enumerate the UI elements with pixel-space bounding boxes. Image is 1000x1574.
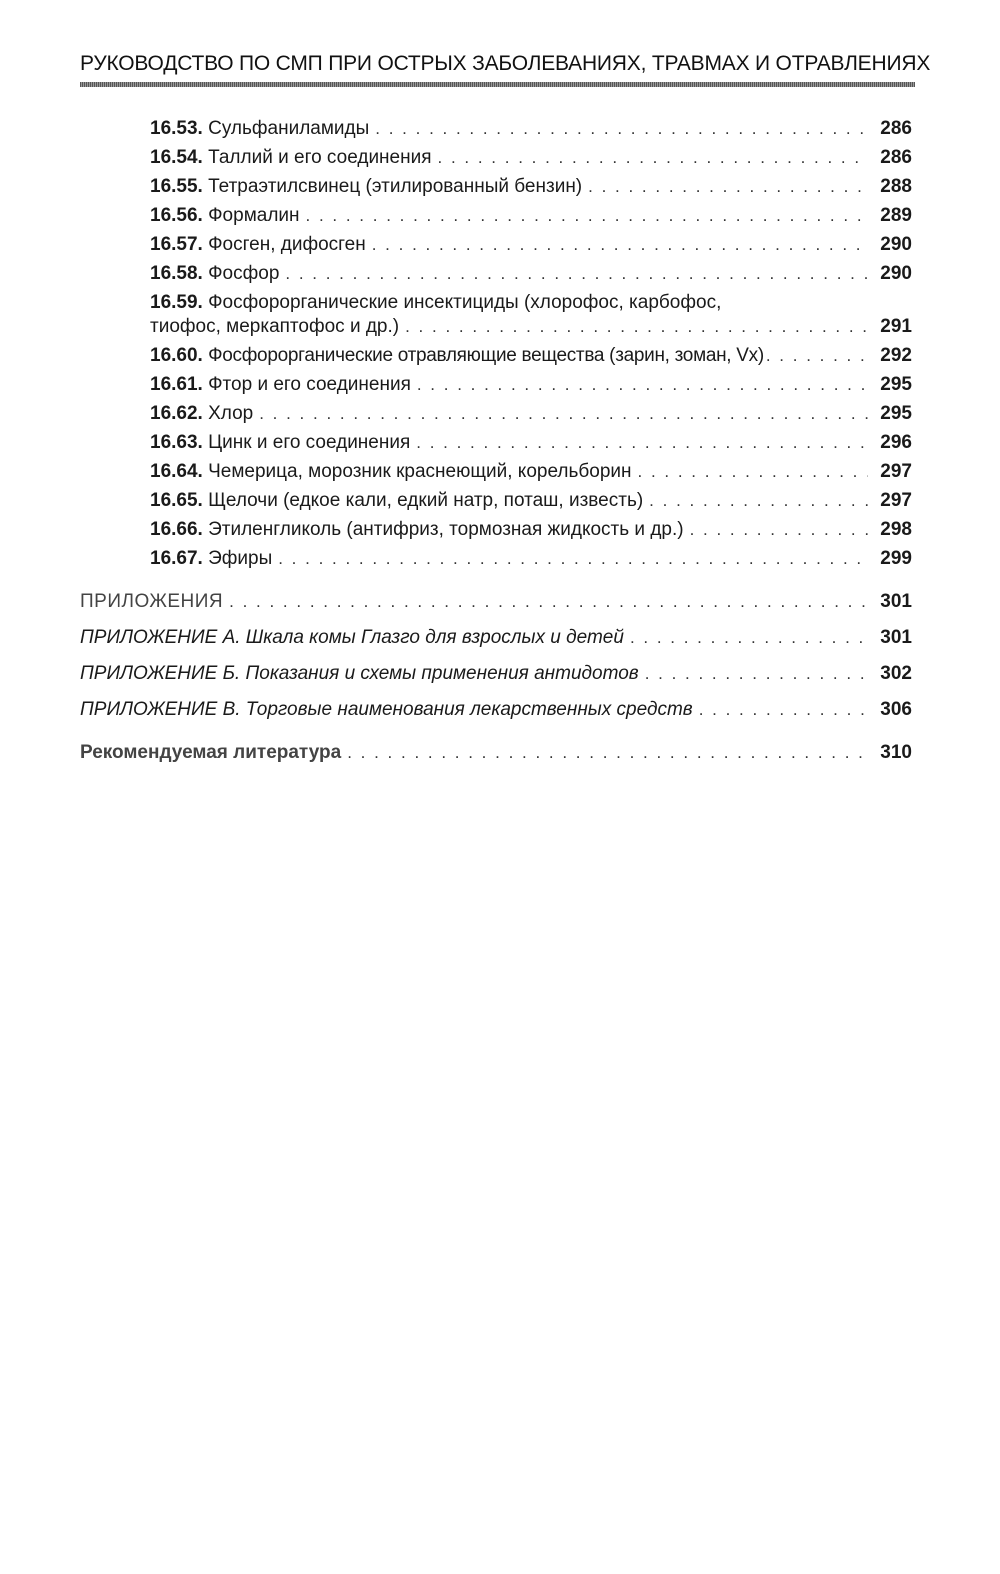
toc-entry-page: 291: [880, 316, 912, 337]
toc-entry-page: 292: [880, 345, 912, 366]
leader-dots: [649, 490, 868, 512]
toc-entry-page: 286: [880, 147, 912, 168]
toc-entry-number: 16.61.: [150, 374, 203, 395]
toc-entry-number: 16.53.: [150, 118, 203, 139]
leader-dots: [259, 403, 868, 425]
toc-entry-16-54[interactable]: [150, 147, 912, 169]
toc-entry-number: 16.66.: [150, 519, 203, 540]
toc-appendices-heading[interactable]: [80, 591, 912, 613]
toc-entry-number: 16.58.: [150, 263, 203, 284]
leader-dots: [699, 699, 868, 721]
toc-entry-16-53[interactable]: [150, 118, 912, 140]
toc-appendix-b[interactable]: [80, 663, 912, 685]
toc-entry-16-63[interactable]: [150, 432, 912, 454]
toc-entry-16-64[interactable]: [150, 461, 912, 483]
leader-dots: [588, 176, 868, 198]
toc-appendix-a[interactable]: [80, 627, 912, 649]
toc-entry-16-55[interactable]: [150, 176, 912, 198]
leader-dots: [278, 548, 868, 570]
leader-dots: [766, 345, 872, 367]
toc-entry-page: 289: [880, 205, 912, 226]
toc-entry-page: 299: [880, 548, 912, 569]
toc-entry-page: 297: [880, 461, 912, 482]
toc-entry-number: 16.55.: [150, 176, 203, 197]
toc-entry-page: 295: [880, 403, 912, 424]
toc-entry-number: 16.59.: [150, 292, 203, 313]
toc-entry-page: 301: [880, 591, 912, 612]
toc-entry-page: 310: [880, 742, 912, 763]
leader-dots: [438, 147, 868, 169]
toc-entry-page: 288: [880, 176, 912, 197]
toc-entry-page: 298: [880, 519, 912, 540]
toc-entry-page: 296: [880, 432, 912, 453]
toc-entry-page: 302: [880, 663, 912, 684]
toc-entry-title: Формалин: [208, 205, 300, 226]
toc-literature[interactable]: [80, 742, 912, 764]
leader-dots: [416, 432, 868, 454]
toc-entry-number: 16.54.: [150, 147, 203, 168]
leader-dots: [285, 263, 868, 285]
appendix-title: ПРИЛОЖЕНИЕ Б. Показания и схемы применения антидотов: [80, 663, 639, 684]
toc-entry-16-58[interactable]: [150, 263, 912, 285]
toc-entry-title: Фосфорорганические отравляющие вещества (зарин, зоман, Vx): [208, 345, 764, 366]
toc-entry-page: 286: [880, 118, 912, 139]
toc-entry-page: 290: [880, 234, 912, 255]
appendix-title: ПРИЛОЖЕНИЕ В. Торговые наименования лекарственных средств: [80, 699, 693, 720]
running-header: РУКОВОДСТВО ПО СМП ПРИ ОСТРЫХ ЗАБОЛЕВАНИЯХ, ТРАВМАХ И ОТРАВЛЕНИЯХ: [80, 52, 931, 75]
toc-entry-title: Чемерица, морозник краснеющий, корельборин: [208, 461, 632, 482]
leader-dots: [690, 519, 868, 541]
toc-entry-title: Сульфаниламиды: [208, 118, 370, 139]
toc-entry-number: 16.67.: [150, 548, 203, 569]
toc-entry-title: Этиленгликоль (антифриз, тормозная жидкость и др.): [208, 519, 684, 540]
leader-dots: [417, 374, 868, 396]
toc-entry-page: 306: [880, 699, 912, 720]
toc-entry-title: Тетраэтилсвинец (этилированный бензин): [208, 176, 583, 197]
leader-dots: [375, 118, 868, 140]
toc-entry-16-59-continued[interactable]: [150, 316, 912, 338]
leader-dots: [405, 316, 868, 338]
toc-entry-16-67[interactable]: [150, 548, 912, 570]
toc-entry-16-56[interactable]: [150, 205, 912, 227]
appendix-title: ПРИЛОЖЕНИЕ А. Шкала комы Глазго для взрослых и детей: [80, 627, 624, 648]
leader-dots: [347, 742, 868, 764]
toc-entry-title: Щелочи (едкое кали, едкий натр, поташ, известь): [208, 490, 644, 511]
leader-dots: [372, 234, 868, 256]
toc-entry-number: 16.62.: [150, 403, 203, 424]
toc-entry-16-65[interactable]: [150, 490, 912, 512]
toc-entry-page: 295: [880, 374, 912, 395]
toc-entry-number: 16.56.: [150, 205, 203, 226]
toc-entry-title: Фосфорорганические инсектициды (хлорофос, карбофос,: [208, 292, 722, 313]
toc-entry-number: 16.60.: [150, 345, 203, 366]
toc-entry-number: 16.57.: [150, 234, 203, 255]
toc-entry-number: 16.64.: [150, 461, 203, 482]
toc-entry-title: Таллий и его соединения: [208, 147, 432, 168]
toc-entry-16-66[interactable]: [150, 519, 912, 541]
leader-dots: [229, 591, 868, 613]
toc-entry-title: Эфиры: [208, 548, 273, 569]
toc-entry-page: 301: [880, 627, 912, 648]
toc-entry-title: Цинк и его соединения: [208, 432, 411, 453]
leader-dots: [306, 205, 868, 227]
header-rule: [80, 82, 915, 87]
leader-dots: [645, 663, 868, 685]
toc-entry-title: Фтор и его соединения: [208, 374, 411, 395]
toc-entry-16-60[interactable]: [150, 345, 912, 367]
toc-entry-title-continued: тиофос, меркаптофос и др.): [150, 316, 400, 337]
toc-entry-16-61[interactable]: [150, 374, 912, 396]
leader-dots: [638, 461, 869, 483]
toc-appendix-v[interactable]: [80, 699, 912, 721]
toc-entry-16-59[interactable]: [150, 292, 912, 314]
toc-entry-title: Хлор: [208, 403, 254, 424]
toc-entry-number: 16.65.: [150, 490, 203, 511]
literature-title: Рекомендуемая литература: [80, 742, 342, 763]
toc-entry-title: Фосфор: [208, 263, 280, 284]
toc-entry-number: 16.63.: [150, 432, 203, 453]
toc-entry-16-62[interactable]: [150, 403, 912, 425]
toc-entry-title: Фосген, дифосген: [208, 234, 366, 255]
leader-dots: [630, 627, 868, 649]
toc-entry-16-57[interactable]: [150, 234, 912, 256]
toc-entry-page: 297: [880, 490, 912, 511]
toc-entry-page: 290: [880, 263, 912, 284]
appendices-title: ПРИЛОЖЕНИЯ: [80, 591, 224, 612]
